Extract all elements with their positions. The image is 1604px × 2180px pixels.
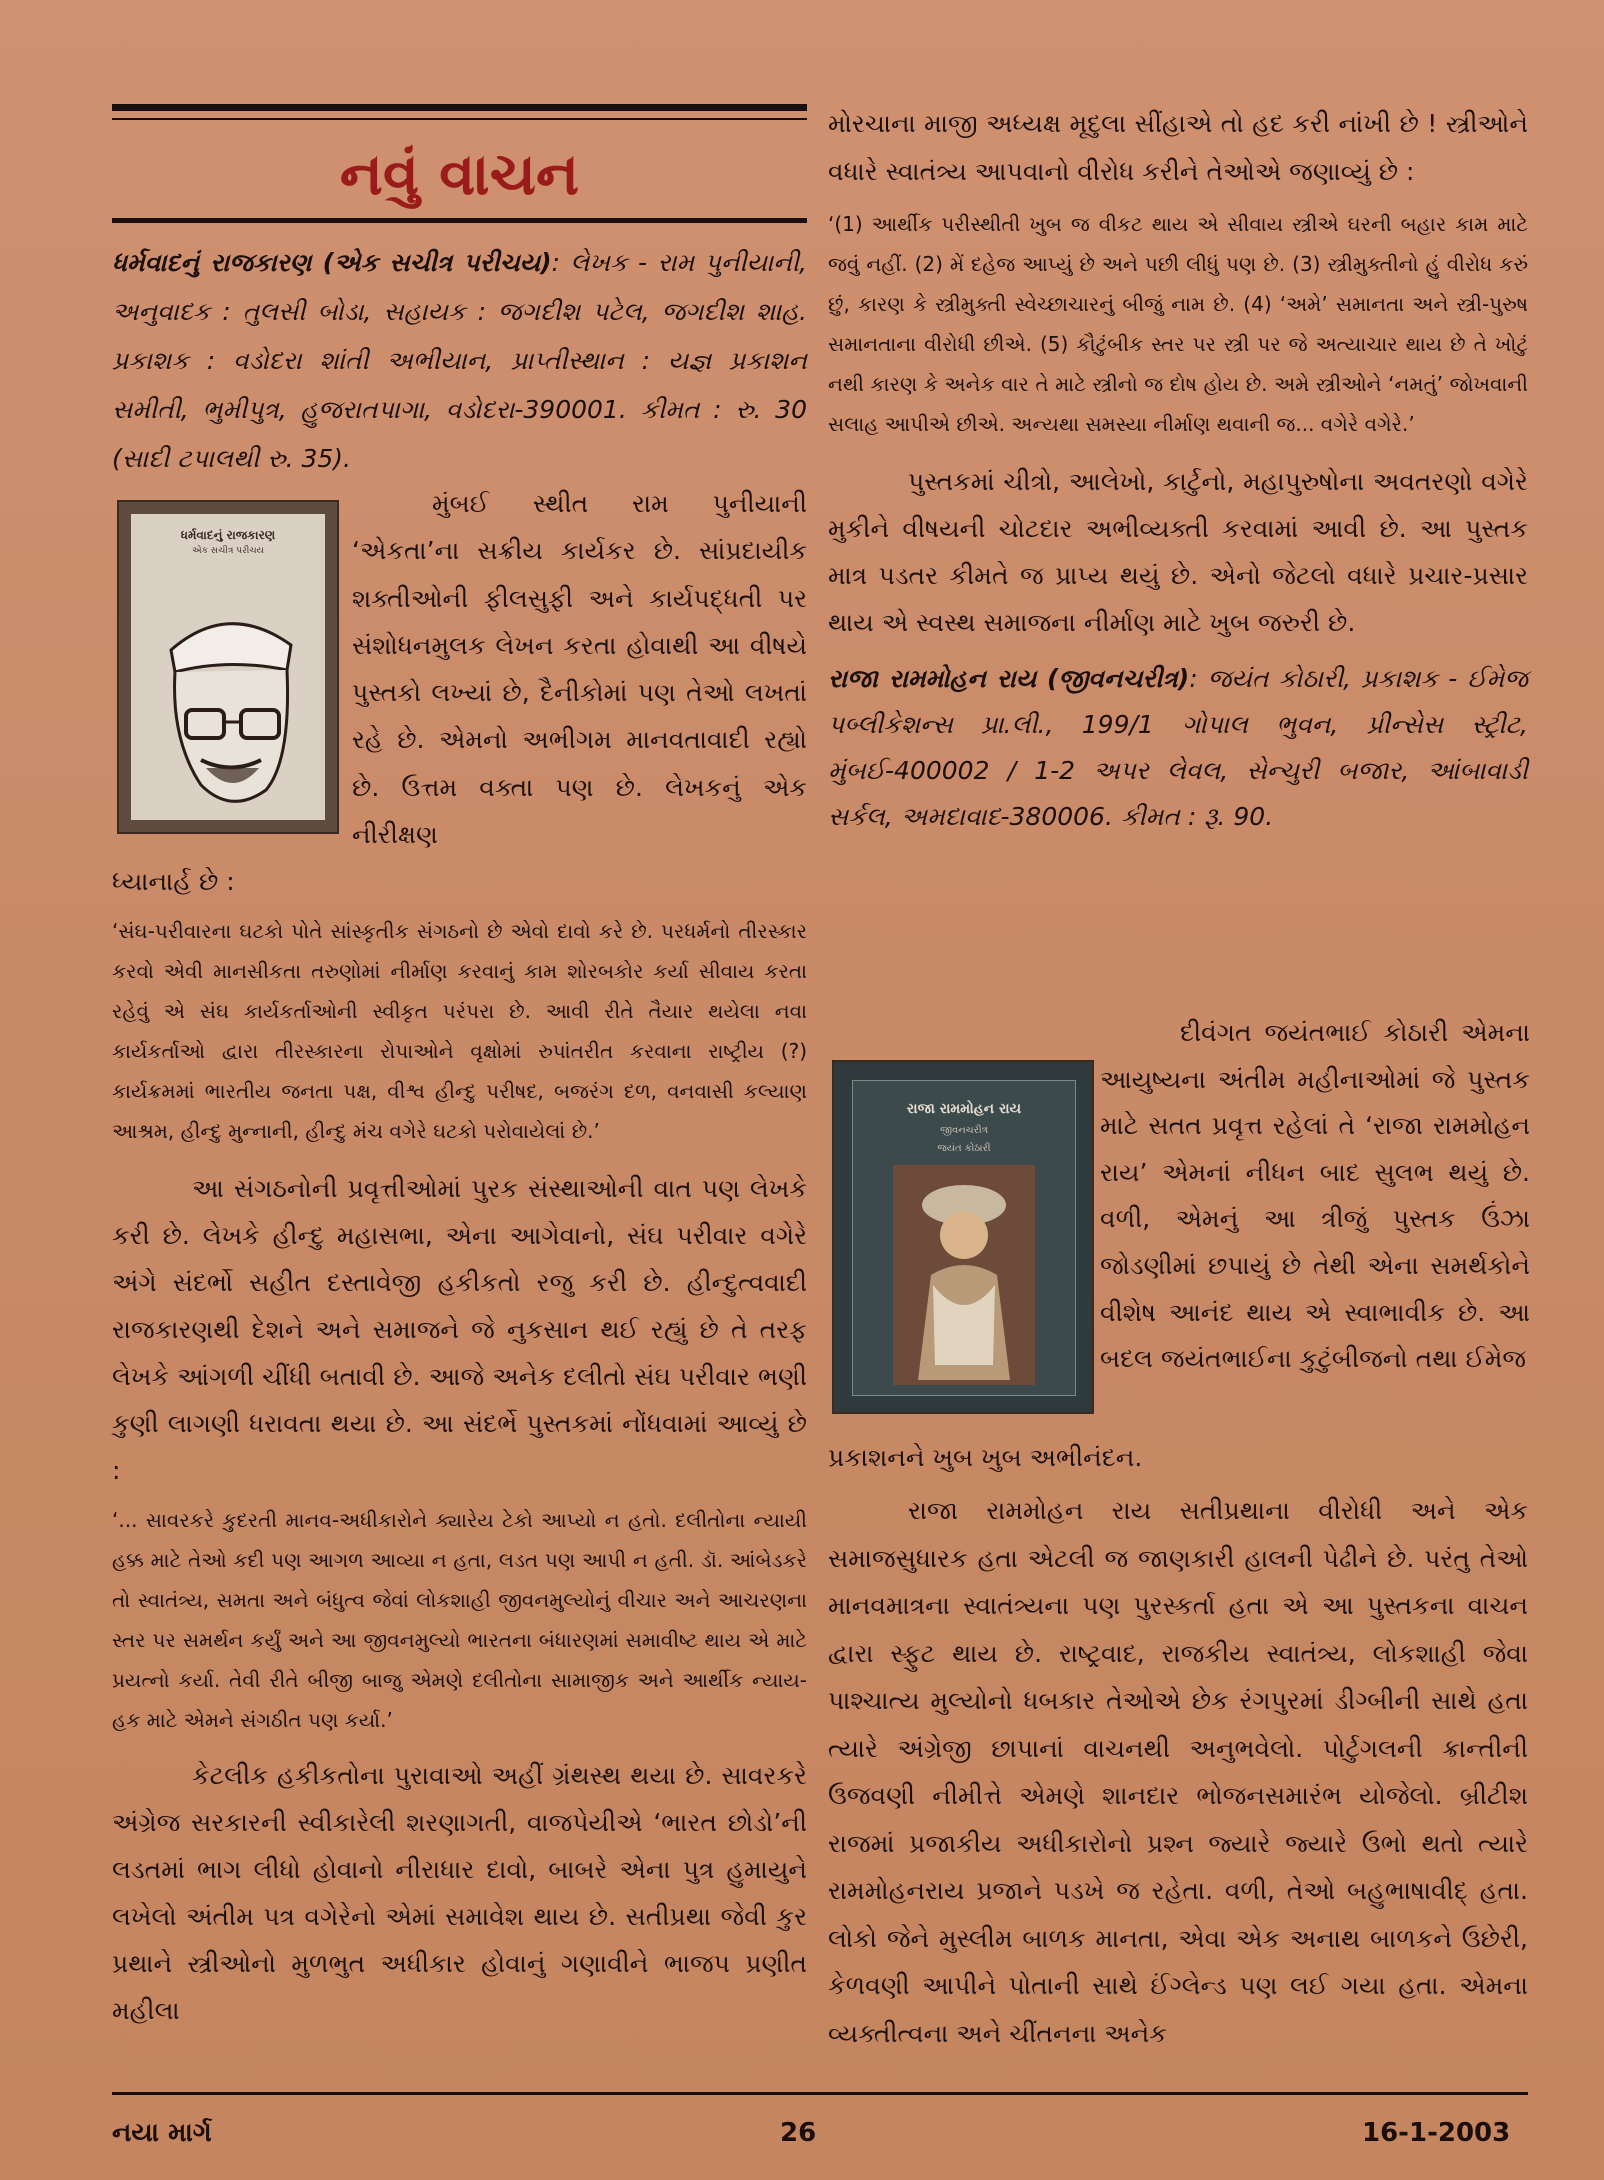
cover1-title: ધર્મવાદનું રાજકારણ (180, 528, 276, 542)
footer-publication: નયા માર્ગ (112, 2118, 212, 2148)
book1-quote1: ‘સંઘ-પરીવારના ઘટકો પોતે સાંસ્કૃતીક સંગઠનો છે એવો દાવો કરે છે. પરધર્મનો તીરસ્કાર કરવો એવી માનસીકતા તરુણોમાં નીર્માણ કરવાનું કામ શોરબકોર કર્યા સીવાય કરતા રહેવું એ સંઘ કાર્યકર્તાઓની સ્વીકૃત પરંપરા છે. આવી રીતે તૈયાર થયેલા નવા કાર્યકર્તાઓ દ્વારા તીરસ્કારના રોપાઓને વૃક્ષોમાં રુપાંતરીત કરવાના રાષ્ટ્રીય (?) કાર્યક્રમમાં ભારતીય જનતા પક્ષ, વીશ્વ હીન્દુ પરીષદ, બજરંગ દળ, વનવાસી કલ્યાણ આશ્રમ, હીન્દુ મુન્નાની, હીન્દુ મંચ વગેરે ઘટકો પરોવાયેલાં છે.’ (112, 919, 807, 1143)
right-column-lower (828, 1434, 1528, 2057)
issue-date: 16-1-2003 (1362, 2118, 1511, 2148)
book2-review-para1: દીવંગત જયંતભાઈ કોઠારી એમના આયુષ્યના અંતીમ મહીનાઓમાં જે પુસ્તક માટે સતત પ્રવૃત્ત રહેલાં તે ‘રાજા રામમોહન રાય’ એમનાં નીધન બાદ સુલભ થયું છે. વળી, એમનું આ ત્રીજું પુસ્તક ઉંઝા જોડણીમાં છપાયું છે તેથી એના સમર્થકોને વીશેષ આનંદ થાય એ સ્વાભાવીક છે. આ બદલ જયંતભાઈના કુટુંબીજનો તથા ઈમેજ (1100, 1018, 1530, 1374)
left-column-wrap (352, 480, 807, 858)
book1-review-para1-end: ધ્યાનાર્હ છે : (112, 867, 235, 896)
book1-quote3: ‘(1) આર્થીક પરીસ્થીતી ખુબ જ વીકટ થાય એ સીવાય સ્ત્રીએ ઘરની બહાર કામ માટે જવું નહીં. (2) મેં દહેજ આપ્યું છે અને પછી લીધું પણ છે. (3) સ્ત્રીમુક્તીનો હું વીરોધ કરું છું, કારણ કે સ્ત્રીમુક્તી સ્વેચ્છાચારનું બીજું નામ છે. (4) ‘અમે’ સમાનતા અને સ્ત્રી-પુરુષ સમાનતાના વીરોધી છીએ. (5) કૌટુંબીક સ્તર પર સ્ત્રી પર જે અત્યાચાર થાય છે તે ખોટું નથી કારણ કે અનેક વાર તે માટે સ્ત્રીનો જ દોષ હોય છે. અમે સ્ત્રીઓને ‘નમતું’ જોખવાની સલાહ આપીએ છીએ. અન્યથા સમસ્યા નીર્માણ થવાની જ... વગેરે વગેરે.’ (828, 212, 1528, 436)
page-number: 26 (780, 2118, 817, 2148)
book1-review-para2: આ સંગઠનોની પ્રવૃત્તીઓમાં પુરક સંસ્થાઓની વાત પણ લેખકે કરી છે. લેખકે હીન્દુ મહાસભા, એના આગેવાનો, સંઘ પરીવાર વગેરે અંગે સંદર્ભો સહીત દસ્તાવેજી હકીકતો રજુ કરી છે. હીન્દુત્વવાદી રાજકારણથી દેશને અને સમાજને જે નુકસાન થઈ રહ્યું છે તે તરફ લેખકે આંગળી ચીંધી બતાવી છે. આજે અનેક દલીતો સંઘ પરીવાર ભણી કુણી લાગણી ધરાવતા થયા છે. આ સંદર્ભે પુસ્તકમાં નોંધવામાં આવ્યું છે : (112, 1174, 807, 1485)
header-rule-top (112, 104, 807, 111)
cover1-subtitle: એક સચીત્ર પરીચય (192, 546, 264, 556)
book1-info: : લેખક - રામ પુનીયાની, અનુવાદક : તુલસી બોડા, સહાયક : જગદીશ પટેલ, જગદીશ શાહ. પ્રકાશક : વડોદરા શાંતી અભીયાન, પ્રાપ્તીસ્થાન : યજ્ઞ પ્રકાશન સમીતી, ભુમીપુત્ર, હુજરાતપાગા, વડોદરા-390001. કીમત : રુ. 30 (સાદી ટપાલથી રુ. 35). (112, 248, 807, 473)
book2-cover-image (832, 1060, 1094, 1414)
header-rule-bottom (112, 218, 807, 223)
cover2-author: જયંત કોઠારી (937, 1143, 991, 1154)
book2-citation (828, 656, 1528, 840)
book1-review-para1: મુંબઈ સ્થીત રામ પુનીયાની ‘એકતા’ના સક્રીય કાર્યકર છે. સાંપ્રદાયીક શક્તીઓની ફીલસુફી અને કાર્યપદ્ધતી પર સંશોધનમુલક લેખન કરતા હોવાથી આ વીષયે પુસ્તકો લખ્યાં છે, દૈનીકોમાં પણ તેઓ લખતાં રહે છે. એમનો અભીગમ માનવતાવાદી રહ્યો છે. ઉત્તમ વક્તા પણ છે. લેખકનું એક નીરીક્ષણ (352, 489, 807, 850)
section-title: નવું વાચન (339, 140, 580, 208)
cover2-title: રાજા રામમોહન રાય (906, 1101, 1022, 1117)
header-rule-thin (112, 118, 807, 120)
book1-quote2: ‘... સાવરકરે કુદરતી માનવ-અધીકારોને ક્યારેય ટેકો આપ્યો ન હતો. દલીતોના ન્યાયી હક્ક માટે તેઓ કદી પણ આગળ આવ્યા ન હતા, લડત પણ આપી ન હતી. ડૉ. આંબેડકરે તો સ્વાતંત્ર્ય, સમતા અને બંધુત્વ જેવાં લોકશાહી જીવનમુલ્યોનું વીચાર અને આચરણના સ્તર પર સમર્થન કર્યું અને આ જીવનમુલ્યો ભારતના બંધારણમાં સમાવીષ્ટ થાય એ માટે પ્રયત્નો કર્યા. તેવી રીતે બીજી બાજુ એમણે દલીતોના સામાજીક અને આર્થીક ન્યાય-હક માટે એમને સંગઠીત પણ કર્યા.’ (112, 1508, 807, 1732)
book1-cover-image (117, 500, 339, 834)
left-column (112, 238, 807, 483)
cartoon-face-illustration (131, 570, 325, 820)
book2-info: : જયંત કોઠારી, પ્રકાશક - ઈમેજ પબ્લીકેશન્સ પ્રા.લી., 199/1 ગોપાલ ભુવન, પ્રીન્સેસ સ્ટ્રીટ, મુંબઈ-400002 / 1-2 અપર લેવલ, સેન્ચુરી બજાર, આંબાવાડી સર્કલ, અમદાવાદ-380006. કીમત : રૂ. 90. (828, 664, 1528, 831)
right-column-wrap (1100, 1010, 1530, 1383)
book2-title: રાજા રામમોહન રાય (જીવનચરીત્ર) (828, 664, 1190, 693)
left-column-lower (112, 858, 807, 2034)
book1-review-para3: કેટલીક હકીકતોના પુરાવાઓ અહીં ગ્રંથસ્થ થયા છે. સાવરકરે અંગ્રેજ સરકારની સ્વીકારેલી શરણાગતી, વાજપેયીએ ‘ભારત છોડો’ની લડતમાં ભાગ લીધો હોવાનો નીરાધાર દાવો, બાબરે એના પુત્ર હુમાયુને લખેલો અંતીમ પત્ર વગેરેનો એમાં સમાવેશ થાય છે. સતીપ્રથા જેવી કુર પ્રથાને સ્ત્રીઓનો મુળભુત અધીકાર હોવાનું ગણાવીને ભાજપ પ્રણીત મહીલા (112, 1761, 807, 2025)
cover1-panel (131, 514, 325, 820)
book2-review-para1-end: પ્રકાશનને ખુબ ખુબ અભીનંદન. (828, 1443, 1143, 1472)
book2-review-para2: રાજા રામમોહન રાય સતીપ્રથાના વીરોધી અને એક સમાજસુધારક હતા એટલી જ જાણકારી હાલની પેઢીને છે. પરંતુ તેઓ માનવમાત્રના સ્વાતંત્ર્યના પણ પુરસ્કર્તા હતા એ આ પુસ્તકના વાચન દ્વારા સ્ફુટ થાય છે. રાષ્ટ્રવાદ, રાજકીય સ્વાતંત્ર્ય, લોકશાહી જેવા પાશ્ચાત્ય મુલ્યોનો ધબકાર તેઓએ છેક રંગપુરમાં ડીગ્બીની સાથે હતા ત્યારે અંગ્રેજી છાપાનાં વાચનથી અનુભવેલો. પોર્ટુગલની ક્રાન્તીની ઉજવણી નીમીત્તે એમણે શાનદાર ભોજનસમારંભ યોજેલો. બ્રીટીશ રાજમાં પ્રજાકીય અધીકારોનો પ્રશ્ન જ્યારે જ્યારે ઉભો થતો ત્યારે રામમોહનરાય પ્રજાને પડખે જ રહેતા. વળી, તેઓ બહુભાષાવીદ્ હતા. લોકો જેને મુસ્લીમ બાળક માનતા, એવા એક અનાથ બાળકને ઉછેરી, કેળવણી આપીને પોતાની સાથે ઈંગ્લેન્ડ પણ લઈ ગયા હતા. એમના વ્યક્તીત્વના અને ચીંતનના અનેક (828, 1496, 1528, 2048)
cover2-panel (852, 1080, 1076, 1396)
right-column (828, 100, 1528, 840)
book1-review-continued: મોરચાના માજી અધ્યક્ષ મૃદુલા સીંહાએ તો હદ કરી નાંખી છે ! સ્ત્રીઓને વધારે સ્વાતંત્ર્ય આપવાનો વીરોધ કરીને તેઓએ જણાવ્યું છે : (828, 109, 1528, 186)
book1-review-para4: પુસ્તકમાં ચીત્રો, આલેખો, કાર્ટુનો, મહાપુરુષોના અવતરણો વગેરે મુકીને વીષયની ચોટદાર અભીવ્યક્તી કરવામાં આવી છે. આ પુસ્તક માત્ર પડતર કીમતે જ પ્રાપ્ય થયું છે. એનો જેટલો વધારે પ્રચાર-પ્રસાર થાય એ સ્વસ્થ સમાજના નીર્માણ માટે ખુબ જરુરી છે. (828, 467, 1528, 637)
book1-title: ધર્મવાદનું રાજકારણ (એક સચીત્ર પરીચય) (112, 248, 552, 277)
portrait-illustration (853, 1165, 1075, 1395)
footer-rule (112, 2092, 1528, 2095)
cover2-subtitle: જીવનચરીત્ર (940, 1125, 988, 1136)
book1-citation (112, 238, 807, 483)
